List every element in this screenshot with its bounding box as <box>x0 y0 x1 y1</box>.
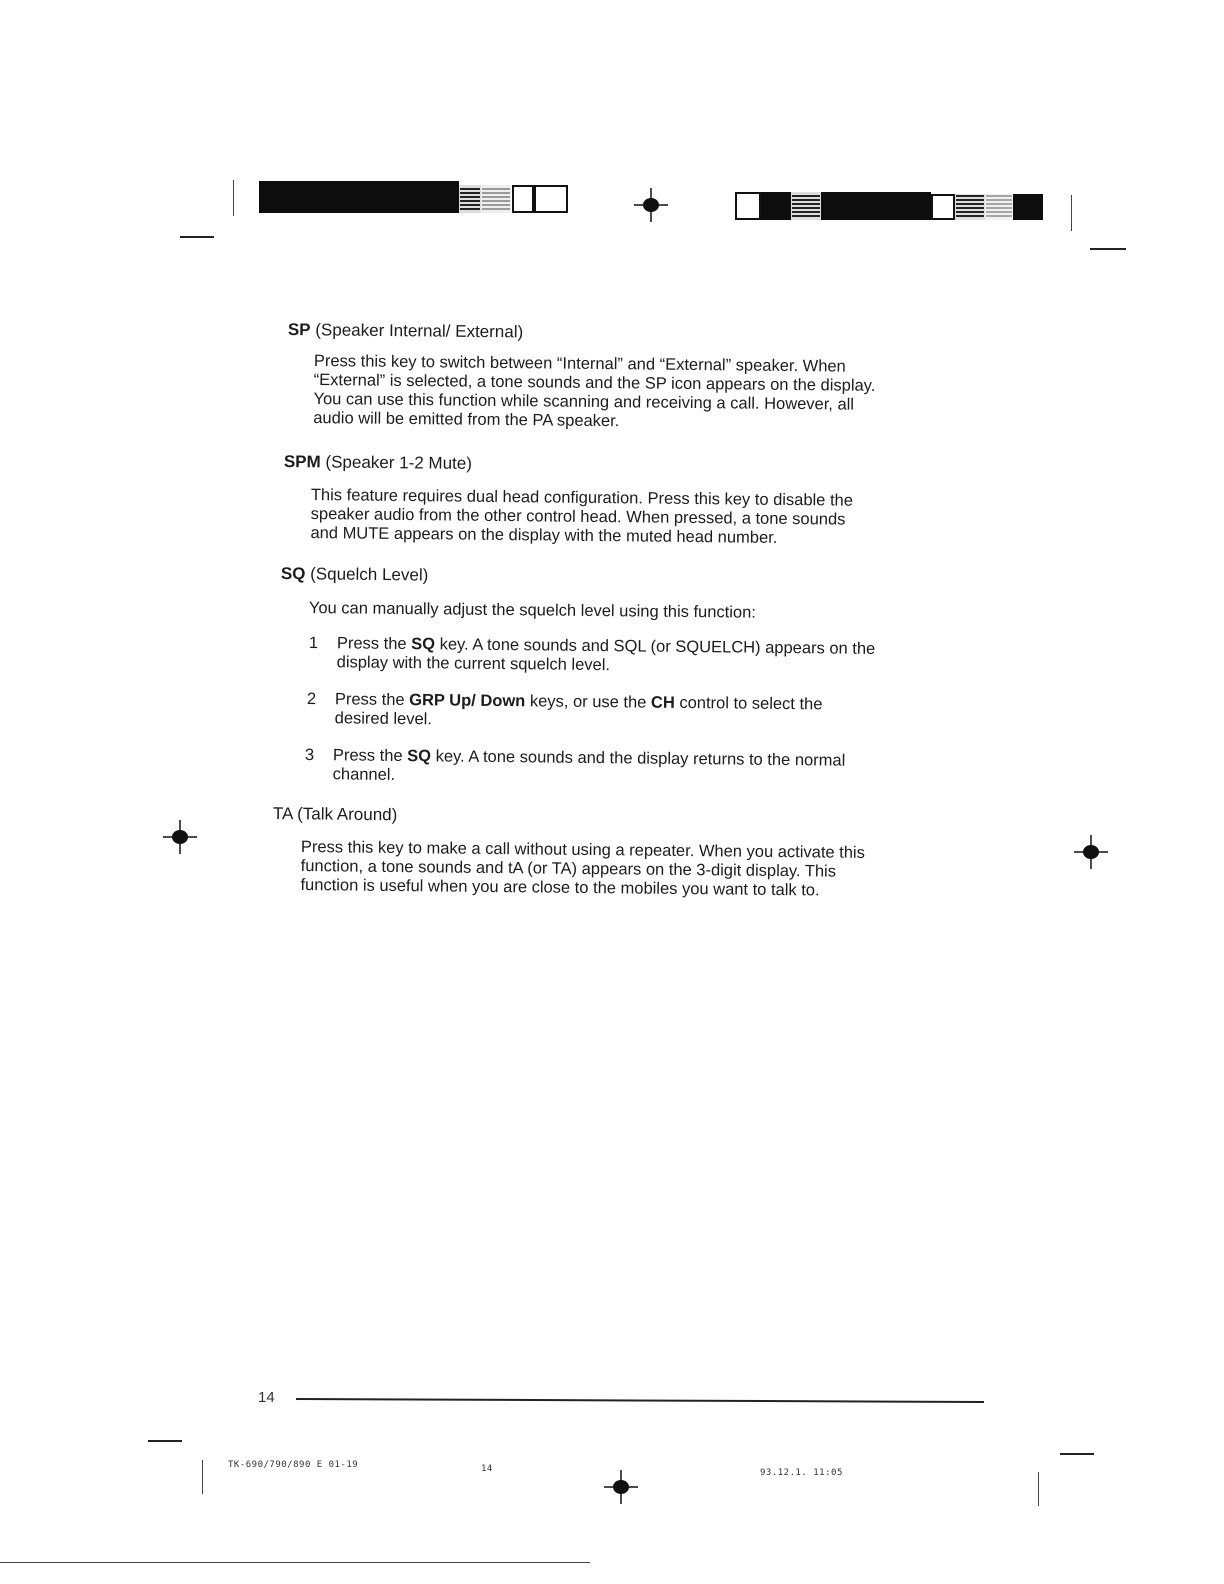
sp-line: You can use this function while scanning and receiving a call. However, all <box>313 389 855 414</box>
spm-heading <box>284 452 472 474</box>
sp-line: “External” is selected, a tone sounds and the SP icon appears on the display. <box>313 370 876 395</box>
sq-intro-text: You can manually adjust the squelch level using this function: <box>308 599 756 622</box>
sq-step-2 <box>307 690 1027 738</box>
spm-line: and MUTE appears on the display with the muted head number. <box>310 523 778 547</box>
footer-timestamp: 93.12.1. 11:05 <box>760 1468 843 1478</box>
step-number: 1 <box>308 634 319 653</box>
sp-line: audio will be emitted from the PA speaker. <box>313 408 620 431</box>
ta-heading <box>273 804 398 825</box>
crop-mark-bottom-right-horizontal <box>1060 1453 1094 1455</box>
ch-control-ref: CH <box>650 693 675 712</box>
ta-description <box>300 838 865 901</box>
sq-intro <box>309 599 756 623</box>
crop-mark-top-right-horizontal <box>1090 248 1126 250</box>
registration-mark-top-icon <box>634 188 668 222</box>
sp-heading <box>288 320 524 342</box>
crop-mark-bottom-left-vertical <box>202 1460 203 1494</box>
sp-key-label: SP <box>287 320 311 340</box>
registration-mark-bottom-icon <box>604 1470 638 1504</box>
sq-key-ref: SQ <box>411 635 436 654</box>
crop-mark-top-left-horizontal <box>180 236 214 238</box>
registration-mark-right-icon <box>1074 835 1108 869</box>
step-line-2: display with the current squelch level. <box>336 653 611 675</box>
registration-mark-left-icon <box>163 820 197 854</box>
crop-mark-bottom-left-horizontal <box>148 1440 182 1442</box>
step-number: 2 <box>306 690 317 709</box>
crop-mark-top-right-vertical <box>1071 195 1072 231</box>
spm-key-label: SPM <box>283 452 321 472</box>
step-line-2: desired level. <box>334 709 433 729</box>
ta-line: Press this key to make a call without using a repeater. When you activate this <box>300 838 866 862</box>
footer-page-ref: 14 <box>481 1464 493 1474</box>
sp-line: Press this key to switch between “Internal” and “External” speaker. When <box>313 352 846 376</box>
sp-description <box>313 352 875 434</box>
grp-key-ref: GRP Up/ Down <box>409 691 526 711</box>
sq-heading <box>281 564 429 586</box>
step-number: 3 <box>304 746 315 765</box>
sq-step-3 <box>305 746 1025 794</box>
crop-mark-top-left-vertical <box>233 180 234 216</box>
sp-title: (Speaker Internal/ External) <box>315 320 524 342</box>
ta-line: function, a tone sounds and tA (or TA) appears on the 3-digit display. This <box>300 856 837 881</box>
spm-title: (Speaker 1-2 Mute) <box>325 452 473 473</box>
step-line-1: Press the SQ key. A tone sounds and the display returns to the normal <box>332 746 846 770</box>
ta-key-label: TA <box>272 804 293 824</box>
footer-file-id: TK-690/790/890 E 01-19 <box>228 1460 359 1470</box>
ta-line: function is useful when you are close to the mobiles you want to talk to. <box>300 875 820 900</box>
sq-key-ref: SQ <box>407 747 432 766</box>
step-line-1: Press the SQ key. A tone sounds and SQL (or SQUELCH) appears on the <box>336 634 876 658</box>
step-line-1: Press the GRP Up/ Down keys, or use the CH control to select the <box>334 690 823 714</box>
sq-key-label: SQ <box>280 564 306 584</box>
spm-line: speaker audio from the other control head. When pressed, a tone sounds <box>310 504 846 529</box>
crop-mark-bottom-right-vertical <box>1038 1472 1039 1506</box>
spm-line: This feature requires dual head configuration. Press this key to disable the <box>310 486 854 510</box>
spm-description <box>310 486 853 549</box>
step-line-2: channel. <box>332 765 396 784</box>
footer-rule <box>296 1398 984 1403</box>
sq-title: (Squelch Level) <box>310 564 429 585</box>
page-number: 14 <box>258 1389 275 1406</box>
scan-edge-line <box>0 1562 590 1563</box>
ta-title: (Talk Around) <box>297 804 398 825</box>
sq-step-1 <box>309 634 1029 682</box>
